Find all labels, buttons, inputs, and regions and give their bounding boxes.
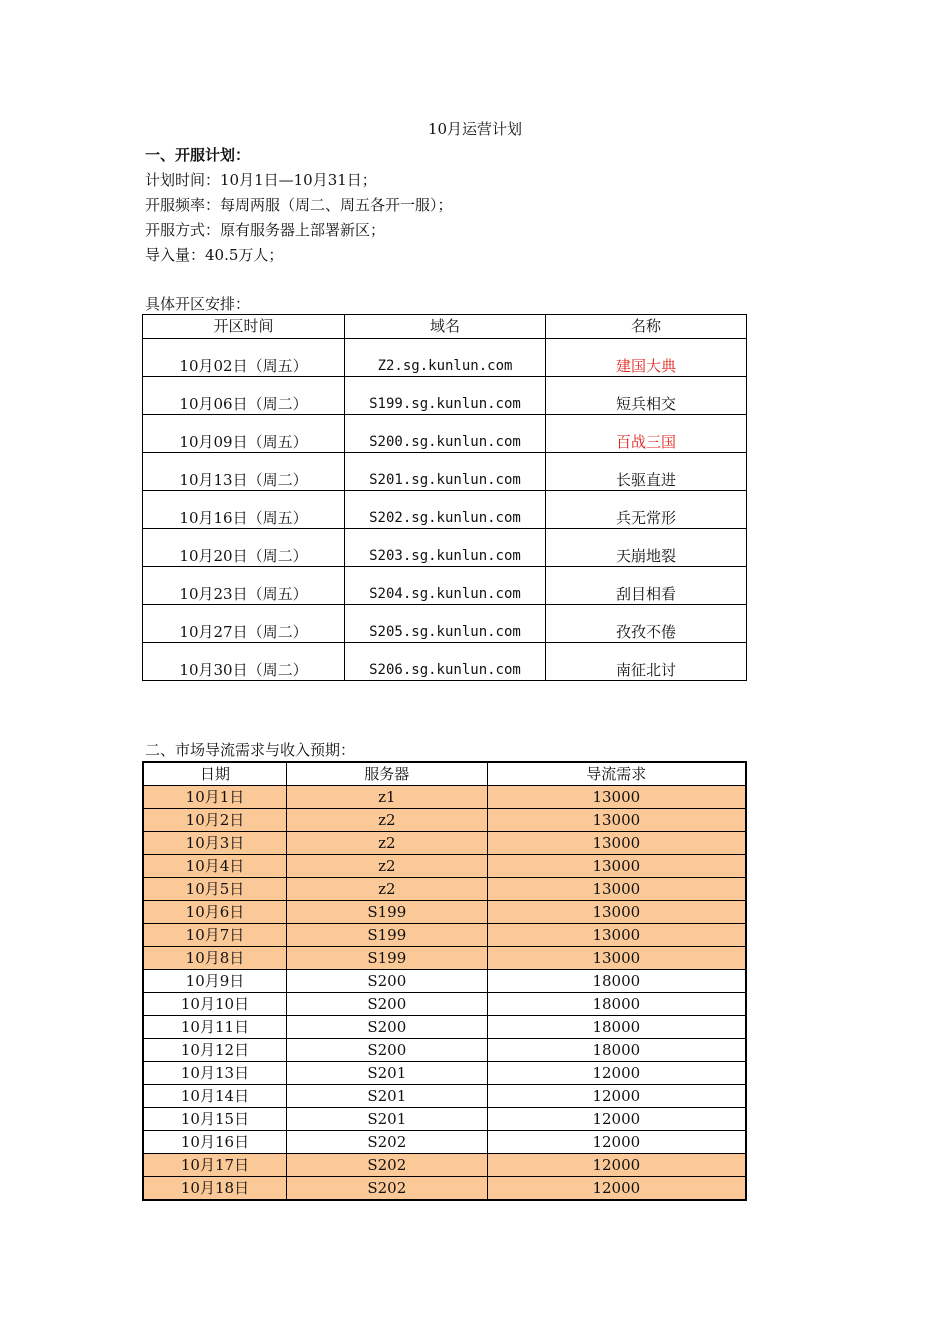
open-method: 开服方式：原有服务器上部署新区； [145,221,386,239]
traffic-server: S199 [286,901,487,924]
schedule-row [143,567,747,605]
schedule-time: 10月30日（周二） [143,643,345,681]
traffic-server: S200 [286,1016,487,1039]
schedule-name: 兵无常形 [545,491,746,529]
traffic-row [143,993,746,1016]
schedule-name: 短兵相交 [545,377,746,415]
traffic-date: 10月16日 [143,1131,286,1154]
traffic-row [143,1131,746,1154]
traffic-row [143,1108,746,1131]
traffic-date: 10月12日 [143,1039,286,1062]
traffic-row [143,1062,746,1085]
schedule-row [143,529,747,567]
schedule-header-domain: 域名 [345,315,546,339]
schedule-domain: S201.sg.kunlun.com [345,453,546,491]
schedule-name: 孜孜不倦 [545,605,746,643]
traffic-row [143,855,746,878]
traffic-date: 10月3日 [143,832,286,855]
schedule-name: 长驱直进 [545,453,746,491]
schedule-row [143,377,747,415]
schedule-row [143,605,747,643]
traffic-demand: 18000 [487,1039,746,1062]
schedule-header-name: 名称 [545,315,746,339]
traffic-demand: 13000 [487,924,746,947]
traffic-demand: 12000 [487,1154,746,1177]
traffic-server: S201 [286,1108,487,1131]
schedule-time: 10月13日（周二） [143,453,345,491]
traffic-demand: 12000 [487,1131,746,1154]
traffic-server: S200 [286,970,487,993]
traffic-row [143,901,746,924]
traffic-date: 10月2日 [143,809,286,832]
traffic-demand: 13000 [487,809,746,832]
traffic-row [143,924,746,947]
schedule-name: 建国大典 [545,339,746,377]
traffic-demand: 13000 [487,947,746,970]
traffic-date: 10月8日 [143,947,286,970]
traffic-header-server: 服务器 [286,762,487,786]
traffic-server: z1 [286,786,487,809]
schedule-domain: S203.sg.kunlun.com [345,529,546,567]
page-title: 10月运营计划 [427,120,523,138]
schedule-name: 百战三国 [545,415,746,453]
traffic-row [143,809,746,832]
traffic-date: 10月15日 [143,1108,286,1131]
traffic-server: S201 [286,1062,487,1085]
schedule-label: 具体开区安排： [145,295,251,313]
traffic-server: S202 [286,1177,487,1201]
traffic-demand: 13000 [487,901,746,924]
open-frequency: 开服频率：每周两服（周二、周五各开一服）； [145,196,453,214]
traffic-row [143,1016,746,1039]
traffic-date: 10月17日 [143,1154,286,1177]
schedule-time: 10月23日（周五） [143,567,345,605]
traffic-server: S200 [286,1039,487,1062]
traffic-server: z2 [286,832,487,855]
schedule-domain: S206.sg.kunlun.com [345,643,546,681]
traffic-server: S202 [286,1154,487,1177]
schedule-domain: S202.sg.kunlun.com [345,491,546,529]
schedule-domain: Z2.sg.kunlun.com [345,339,546,377]
traffic-server: z2 [286,809,487,832]
schedule-time: 10月02日（周五） [143,339,345,377]
plan-time: 计划时间：10月1日—10月31日； [145,171,377,189]
schedule-header-time: 开区时间 [143,315,345,339]
traffic-demand: 18000 [487,993,746,1016]
traffic-server: z2 [286,855,487,878]
traffic-server: S199 [286,947,487,970]
traffic-date: 10月18日 [143,1177,286,1201]
traffic-date: 10月6日 [143,901,286,924]
traffic-header-date: 日期 [143,762,286,786]
schedule-domain: S204.sg.kunlun.com [345,567,546,605]
traffic-header-row [143,762,746,786]
traffic-date: 10月1日 [143,786,286,809]
traffic-demand: 13000 [487,878,746,901]
traffic-row [143,1085,746,1108]
section1-heading: 一、开服计划： [145,146,251,164]
traffic-row [143,786,746,809]
schedule-row [143,491,747,529]
traffic-header-demand: 导流需求 [487,762,746,786]
schedule-row [143,643,747,681]
schedule-row [143,453,747,491]
traffic-row [143,947,746,970]
traffic-demand: 12000 [487,1085,746,1108]
traffic-row [143,1039,746,1062]
traffic-server: z2 [286,878,487,901]
schedule-time: 10月16日（周五） [143,491,345,529]
traffic-server: S200 [286,993,487,1016]
schedule-header-row [143,315,747,339]
schedule-time: 10月09日（周五） [143,415,345,453]
traffic-demand: 13000 [487,832,746,855]
schedule-domain: S199.sg.kunlun.com [345,377,546,415]
traffic-date: 10月7日 [143,924,286,947]
schedule-domain: S200.sg.kunlun.com [345,415,546,453]
schedule-time: 10月20日（周二） [143,529,345,567]
schedule-table [142,314,747,681]
traffic-row [143,878,746,901]
traffic-row [143,1177,746,1201]
traffic-server: S199 [286,924,487,947]
traffic-demand: 18000 [487,1016,746,1039]
schedule-name: 天崩地裂 [545,529,746,567]
schedule-name: 南征北讨 [545,643,746,681]
schedule-domain: S205.sg.kunlun.com [345,605,546,643]
traffic-row [143,832,746,855]
traffic-demand: 13000 [487,786,746,809]
traffic-table [142,761,747,1201]
traffic-date: 10月13日 [143,1062,286,1085]
traffic-demand: 13000 [487,855,746,878]
schedule-row [143,339,747,377]
traffic-date: 10月5日 [143,878,286,901]
traffic-server: S201 [286,1085,487,1108]
traffic-date: 10月11日 [143,1016,286,1039]
traffic-date: 10月10日 [143,993,286,1016]
traffic-date: 10月14日 [143,1085,286,1108]
traffic-demand: 12000 [487,1108,746,1131]
schedule-time: 10月27日（周二） [143,605,345,643]
traffic-demand: 12000 [487,1062,746,1085]
schedule-time: 10月06日（周二） [143,377,345,415]
schedule-row [143,415,747,453]
traffic-date: 10月9日 [143,970,286,993]
traffic-row [143,970,746,993]
import-volume: 导入量：40.5万人； [145,246,284,264]
traffic-demand: 12000 [487,1177,746,1201]
traffic-row [143,1154,746,1177]
traffic-server: S202 [286,1131,487,1154]
traffic-date: 10月4日 [143,855,286,878]
schedule-name: 刮目相看 [545,567,746,605]
traffic-demand: 18000 [487,970,746,993]
section2-heading: 二、市场导流需求与收入预期： [145,741,356,759]
